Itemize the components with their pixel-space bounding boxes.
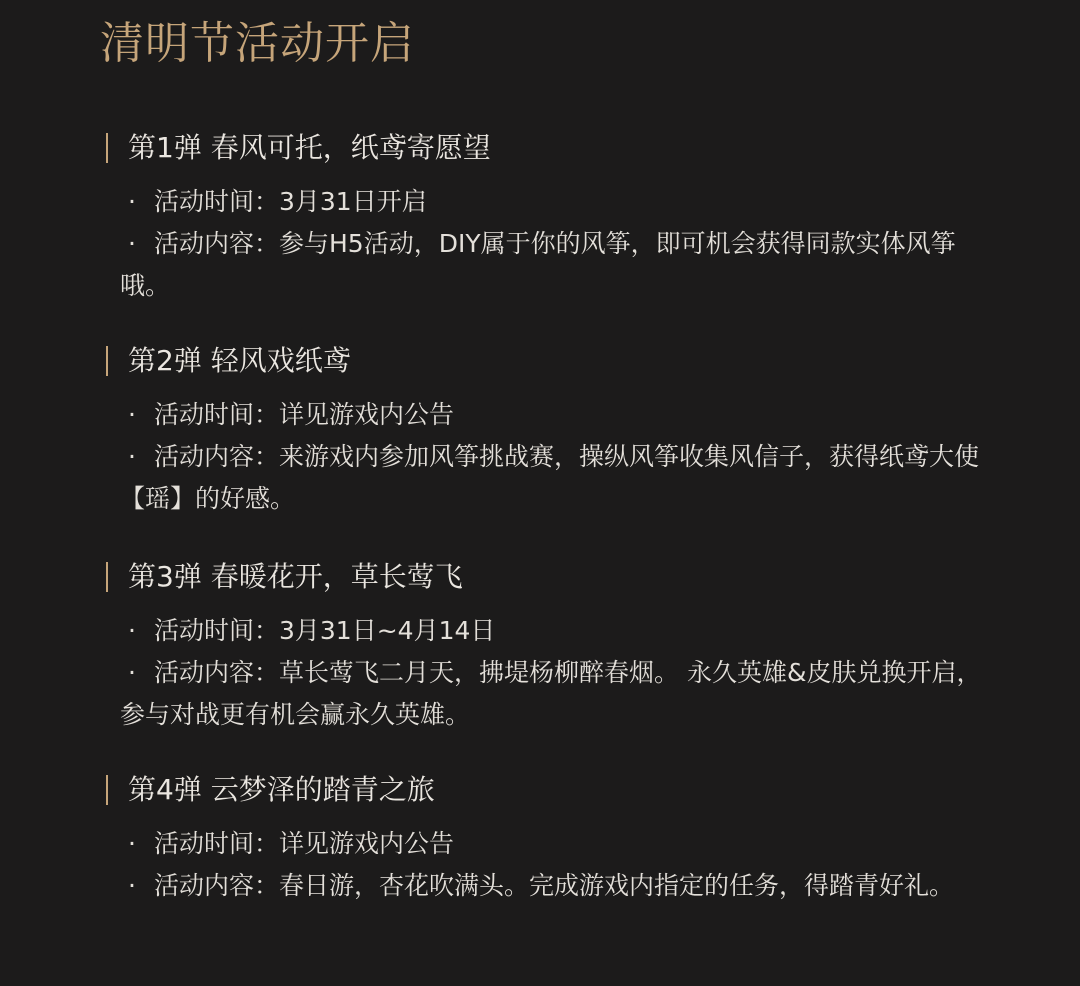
heading-accent-bar: [106, 562, 108, 592]
item-text: 活动内容：来游戏内参加风筝挑战赛，操纵风筝收集风信子，获得纸鸢大使【瑶】的好感。: [120, 442, 980, 513]
item-text: 活动内容：草长莺飞二月天，拂堤杨柳醉春烟。 永久英雄&皮肤兑换开启，参与对战更有机会赢永久英雄。: [120, 658, 982, 729]
list-item-content: [120, 223, 986, 307]
bullet-icon: ·: [128, 400, 136, 429]
section-3: [106, 557, 986, 729]
page-title: 清明节活动开启: [100, 18, 415, 69]
item-list: [120, 394, 986, 520]
section-title: 第1弹 春风可托，纸鸢寄愿望: [128, 131, 491, 164]
item-text: 活动时间：详见游戏内公告: [154, 829, 455, 858]
section-2: [106, 341, 986, 513]
heading-accent-bar: [106, 346, 108, 376]
heading-accent-bar: [106, 133, 108, 163]
item-text: 活动内容：春日游，杏花吹满头。完成游戏内指定的任务，得踏青好礼。: [154, 871, 955, 900]
bullet-icon: ·: [128, 829, 136, 858]
item-text: 活动时间：详见游戏内公告: [154, 400, 455, 429]
list-item-content: [120, 436, 986, 520]
list-item-time: [120, 394, 986, 436]
section-heading: [106, 128, 986, 168]
section-heading: [106, 557, 986, 597]
section-heading: [106, 770, 986, 810]
list-item-time: [120, 610, 986, 652]
bullet-icon: ·: [128, 442, 136, 471]
section-title: 第3弹 春暖花开，草长莺飞: [128, 560, 463, 593]
section-title: 第4弹 云梦泽的踏青之旅: [128, 773, 435, 806]
bullet-icon: ·: [128, 229, 136, 258]
bullet-icon: ·: [128, 187, 136, 216]
list-item-content: [120, 865, 986, 907]
bullet-icon: ·: [128, 871, 136, 900]
bullet-icon: ·: [128, 616, 136, 645]
list-item-time: [120, 823, 986, 865]
bullet-icon: ·: [128, 658, 136, 687]
section-title: 第2弹 轻风戏纸鸢: [128, 344, 351, 377]
section-heading: [106, 341, 986, 381]
item-list: [120, 610, 986, 736]
list-item-content: [120, 652, 986, 736]
item-list: [120, 823, 986, 907]
section-4: [106, 770, 986, 900]
item-text: 活动时间：3月31日~4月14日: [154, 616, 496, 645]
item-text: 活动内容：参与H5活动，DIY属于你的风筝，即可机会获得同款实体风筝哦。: [120, 229, 956, 300]
heading-accent-bar: [106, 775, 108, 805]
item-text: 活动时间：3月31日开启: [154, 187, 427, 216]
section-1: [106, 128, 986, 300]
list-item-time: [120, 181, 986, 223]
item-list: [120, 181, 986, 307]
